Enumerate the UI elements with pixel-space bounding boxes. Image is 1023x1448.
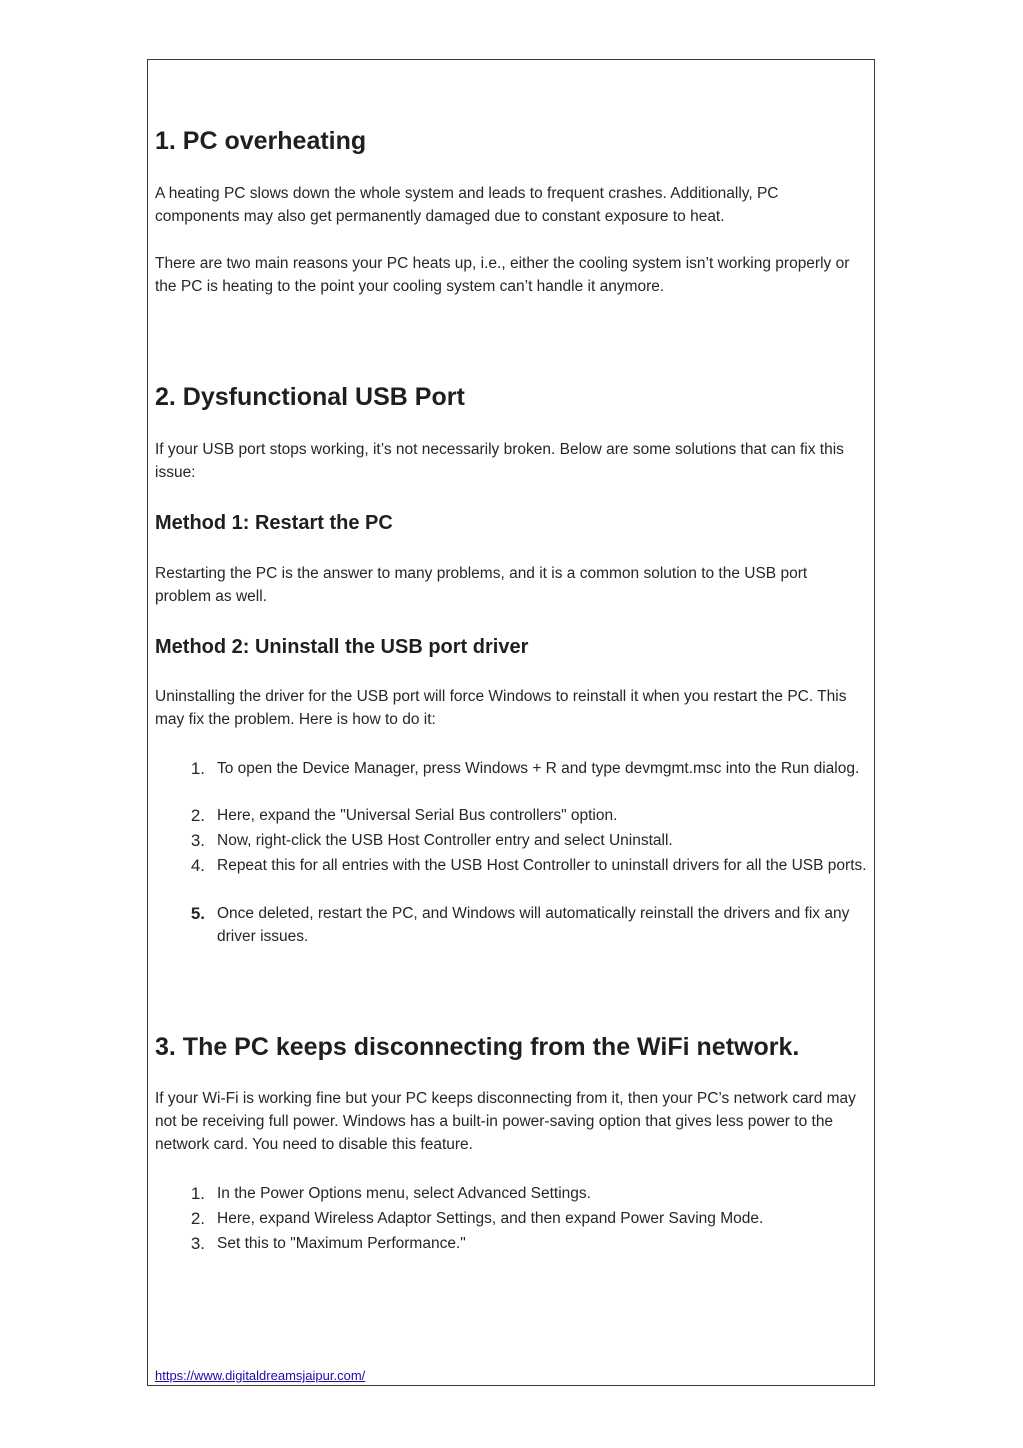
list-number: 2. [190, 1209, 205, 1228]
method-2-heading: Method 2: Uninstall the USB port driver [155, 636, 529, 658]
list-text: Set this to "Maximum Performance." [217, 1235, 466, 1252]
paragraph-wifi: If your Wi-Fi is working fine but your PC keeps disconnecting from it, then your PC’s network card may not be receiving full power. Windows has a built-in power-saving option that gives less power to the network card. You need to disable this feature. [155, 1090, 856, 1153]
method-1-heading: Method 1: Restart the PC [155, 512, 393, 534]
paragraph-method-1: Restarting the PC is the answer to many problems, and it is a common solution to the USB port problem as well. [155, 565, 808, 605]
list-number: 1. [190, 759, 205, 778]
list-text: Once deleted, restart the PC, and Windows will automatically reinstall the drivers and fix any driver issues. [217, 905, 850, 945]
list-text: Now, right-click the USB Host Controller entry and select Uninstall. [217, 832, 673, 849]
list-text: In the Power Options menu, select Advanced Settings. [217, 1185, 591, 1202]
list-text: To open the Device Manager, press Windows + R and type devmgmt.msc into the Run dialog. [217, 760, 860, 777]
list-number: 4. [190, 856, 205, 875]
list-number: 2. [190, 806, 205, 825]
paragraph-overheating-reasons: There are two main reasons your PC heats up, i.e., either the cooling system isn’t working properly or the PC is heating to the point your cooling system can’t handle it anymore. [155, 255, 850, 295]
list-text: Here, expand Wireless Adaptor Settings, and then expand Power Saving Mode. [217, 1210, 764, 1227]
paragraph-method-2: Uninstalling the driver for the USB port will force Windows to reinstall it when you restart the PC. This may fix the problem. Here is how to do it: [155, 688, 847, 728]
section-heading-wifi: 3. The PC keeps disconnecting from the WiFi network. [155, 1033, 800, 1061]
section-heading-usb-port: 2. Dysfunctional USB Port [155, 383, 465, 411]
list-text: Here, expand the "Universal Serial Bus controllers" option. [217, 807, 618, 824]
list-number: 5. [190, 904, 205, 923]
website-link[interactable]: https://www.digitaldreamsjaipur.com/ [155, 1368, 366, 1383]
section-heading-pc-overheating: 1. PC overheating [155, 127, 367, 155]
list-number: 1. [190, 1184, 205, 1203]
list-number: 3. [190, 831, 205, 850]
paragraph-overheating-effects: A heating PC slows down the whole system and leads to frequent crashes. Additionally, PC components may also get permanently damaged due to constant exposure to heat. [155, 185, 779, 225]
list-number: 3. [190, 1234, 205, 1253]
paragraph-usb-intro: If your USB port stops working, it’s not necessarily broken. Below are some solutions that can fix this issue: [155, 441, 844, 481]
list-text: Repeat this for all entries with the USB Host Controller to uninstall drivers for all the USB ports. [217, 857, 867, 874]
